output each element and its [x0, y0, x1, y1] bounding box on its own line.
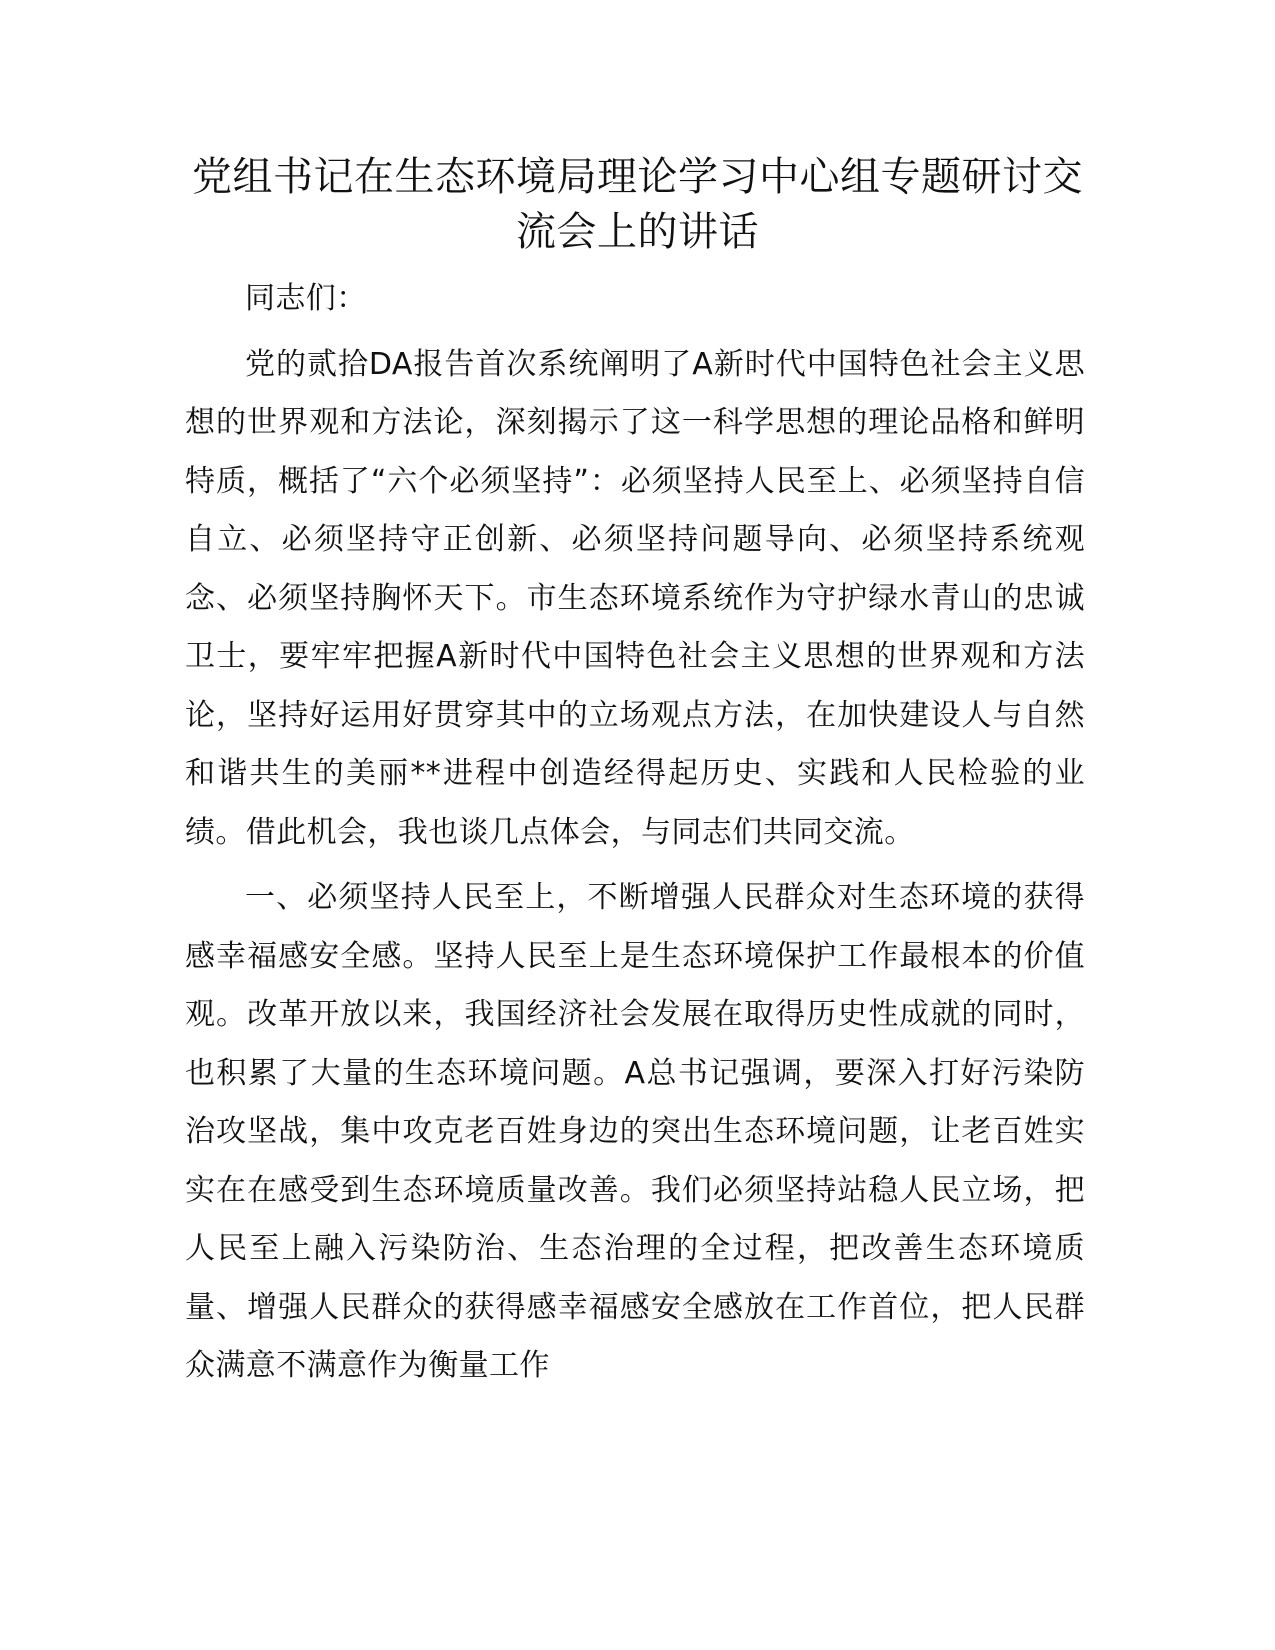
- paragraph-section-one: 一、必须坚持人民至上，不断增强人民群众对生态环境的获得感幸福感安全感。坚持人民至上是生态环境保护工作最根本的价值观。改革开放以来，我国经济社会发展在取得历史性成就的同时，也积累了大量的生态环境问题。A总书记强调，要深入打好污染防治攻坚战，集中攻克老百姓身边的突出生态环境问题，让老百姓实实在在感受到生态环境质量改善。我们必须坚持站稳人民立场，把人民至上融入污染防治、生态治理的全过程，把改善生态环境质量、增强人民群众的获得感幸福感安全感放在工作首位，把人民群众满意不满意作为衡量工作: [185, 880, 1085, 1383]
- paragraph-intro: 党的贰拾DA报告首次系统阐明了A新时代中国特色社会主义思想的世界观和方法论，深刻揭示了这一科学思想的理论品格和鲜明特质，概括了“六个必须坚持”：必须坚持人民至上、必须坚持自信自立、必须坚持守正创新、必须坚持问题导向、必须坚持系统观念、必须坚持胸怀天下。市生态环境系统作为守护绿水青山的忠诚卫士，要牢牢把握A新时代中国特色社会主义思想的世界观和方法论，坚持好运用好贯穿其中的立场观点方法，在加快建设人与自然和谐共生的美丽**进程中创造经得起历史、实践和人民检验的业绩。借此机会，我也谈几点体会，与同志们共同交流。: [185, 346, 1085, 850]
- salutation: 同志们：: [245, 281, 367, 316]
- document-title: 党组书记在生态环境局理论学习中心组专题研讨交流会上的讲话: [192, 154, 1083, 255]
- document-body: [185, 270, 1085, 1403]
